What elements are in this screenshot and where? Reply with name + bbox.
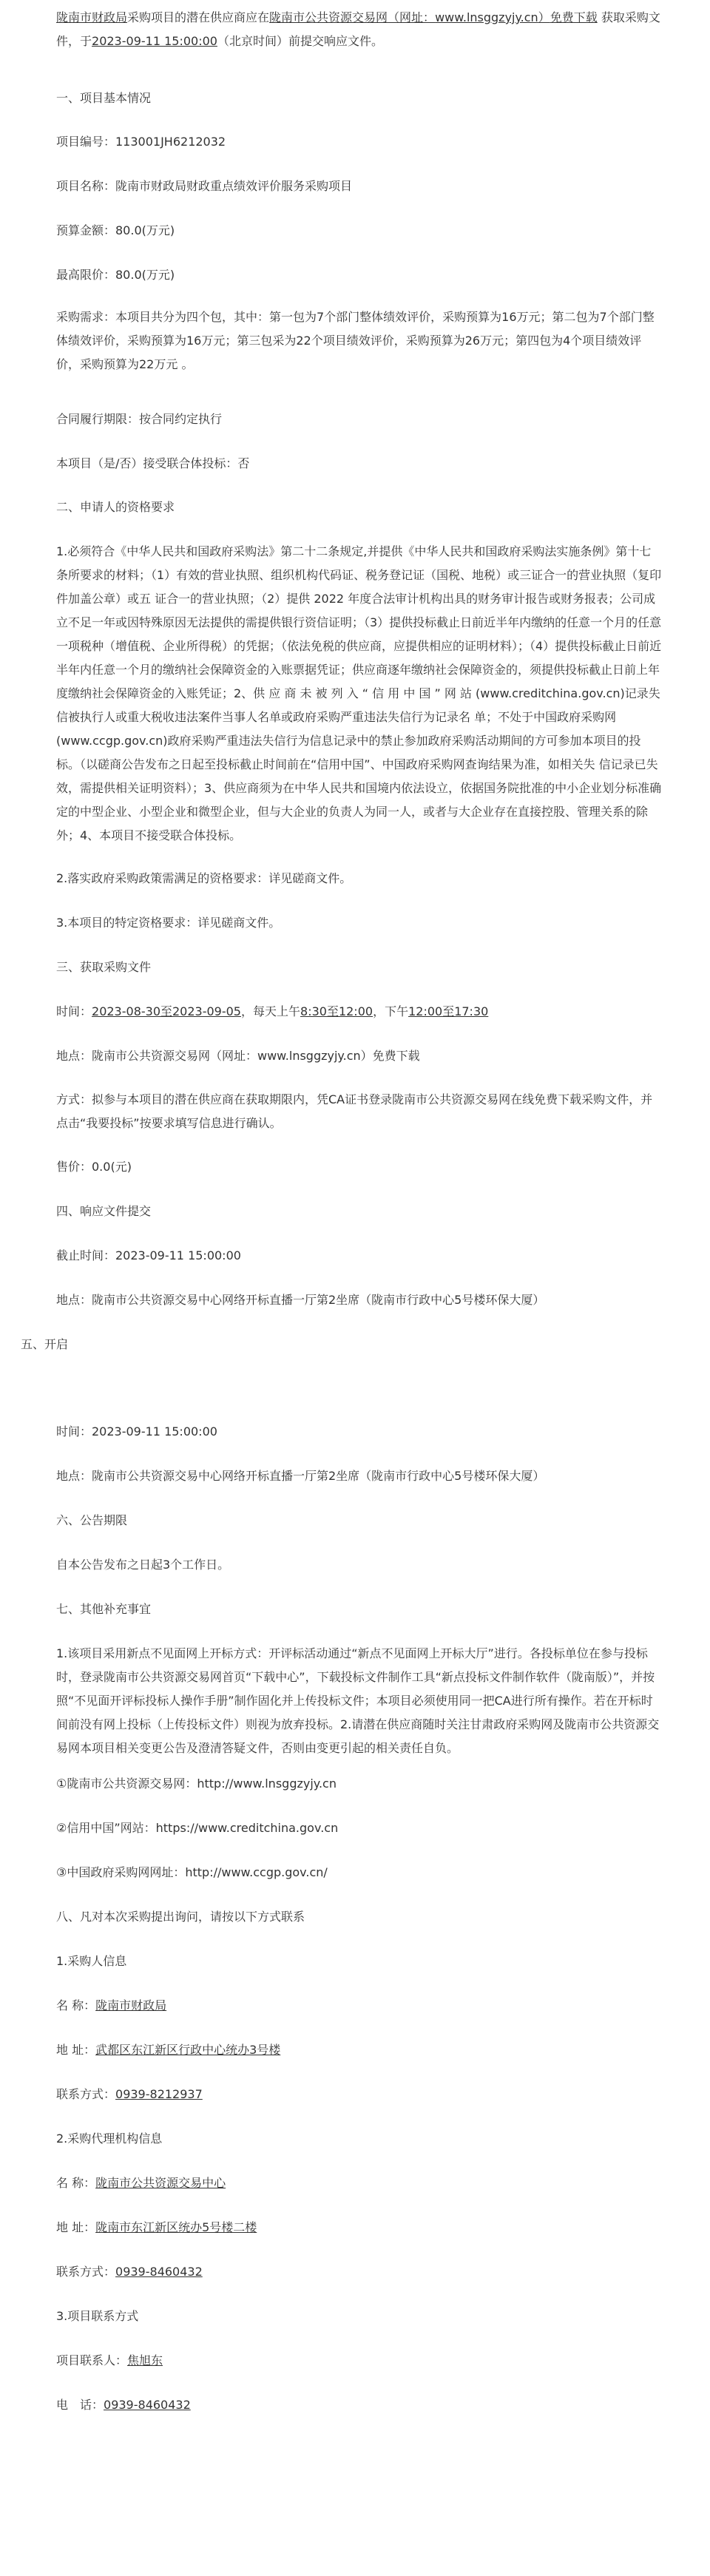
buyer-phone: 0939-8212937	[115, 2087, 203, 2101]
obtain-morning-hours: 8:30至12:00	[300, 1004, 373, 1018]
budget-amount: 预算金额：80.0(万元)	[56, 223, 175, 237]
agency-phone-line: 联系方式：0939-8460432	[56, 2265, 203, 2279]
section-heading-contact: 八、凡对本次采购提出询问，请按以下方式联系	[56, 1910, 305, 1924]
section-heading-submission: 四、响应文件提交	[56, 1204, 152, 1218]
contact-person-line: 项目联系人：焦旭东	[56, 2353, 163, 2367]
section-heading-basic-info: 一、项目基本情况	[56, 91, 152, 105]
contact-person: 焦旭东	[127, 2353, 163, 2367]
notice-period-text: 自本公告发布之日起3个工作日。	[56, 1558, 230, 1572]
platform-name: 陇南市公共资源交易网	[269, 10, 388, 24]
section-heading-opening: 五、开启	[21, 1337, 69, 1351]
free-download: 免费下载	[550, 10, 598, 24]
link-creditchina[interactable]: ②信用中国”网站：https://www.creditchina.gov.cn	[56, 1821, 339, 1835]
submission-location: 地点：陇南市公共资源交易中心网络开标直播一厅第2坐席（陇南市行政中心5号楼环保大厦）	[56, 1293, 545, 1307]
obtain-time: 时间：2023-08-30至2023-09-05，每天上午8:30至12:00，下午12:00至17:30	[56, 1004, 489, 1018]
max-price: 最高限价：80.0(万元)	[56, 268, 175, 282]
qualification-requirement-1: 1.必须符合《中华人民共和国政府采购法》第二十二条规定,并提供《中华人民共和国政府采购法实施条例》第十七条所要求的材料；（1）有效的营业执照、组织机构代码证、税务登记证（国税、地税）或三证合一的营业执照（复印件加盖公章）或五 证合一的营业执照；（2）提供 2022 年度合法审计机构出具的财务审计报告或财务报表；公司成立不足一年或因特殊原因无法提供的需提供银行资信证明；（3）提供投标截止日前近半年内缴纳的任意一个月的任意一项税种（增值税、企业所得税）的凭据；（依法免税的供应商，应提供相应的证明材料）；（4）提供投标截止日前近半年内任意一个月的缴纳社会保障资金的入账票据凭证；供应商逐年缴纳社会保障资金的，须提供投标截止日前上年度缴纳社会保障资金的入账凭证；2、供 应 商 未 被 列 入 “ 信 用 中 国 ” 网 站 (www.creditchina.gov.cn)记录失信被执行人或重大税收违法案件当事人名单或政府采购严重违法失信行为记录名 单；不处于中国政府采购网(www.ccgp.gov.cn)政府采购严重违法失信行为信息记录中的禁止参加政府采购活动期间的方可参加本项目的投标。（以磋商公告发布之日起至投标截止时间前在“信用中国”、中国政府采购网查询结果为准，如相关失 信记录已失效，需提供相关证明资料）；3、供应商须为在中华人民共和国境内依法设立，依据国务院批准的中小企业划分标准确定的中型企业、小型企业和微型企业，但与大企业的负责人为同一人，或者与大企业存在直接控股、管理关系的除外；4、本项目不接受联合体投标。	[56, 544, 662, 842]
intro-paragraph: 陇南市财政局采购项目的潜在供应商应在陇南市公共资源交易网（网址：www.lnsggzyjy.cn）免费下载 获取采购文件，于2023-09-11 15:00:00（北京时间）前提交响应文件。	[56, 10, 660, 48]
opening-location: 地点：陇南市公共资源交易中心网络开标直播一厅第2坐席（陇南市行政中心5号楼环保大厦）	[56, 1469, 545, 1483]
qualification-requirement-2: 2.落实政府采购政策需满足的资格要求：详见磋商文件。	[56, 871, 352, 885]
project-number: 项目编号：113001JH6212032	[56, 135, 226, 149]
obtain-method: 方式：拟参与本项目的潜在供应商在获取期限内，凭CA证书登录陇南市公共资源交易网在线免费下载采购文件，并点击“我要投标”按要求填写信息进行确认。	[56, 1092, 653, 1130]
other-matters-text: 1.该项目采用新点不见面网上开标方式：开评标活动通过“新点不见面网上开标大厅”进行。各投标单位在参与投标时，登录陇南市公共资源交易网首页“下载中心”，下载投标文件制作工具“新点投标文件制作软件（陇南版）”，并按照“不见面开评标投标人操作手册”制作固化并上传投标文件；本项目必须使用同一把CA进行所有操作。若在开标时间前没有网上投标（上传投标文件）则视为放弃投标。2.请潜在供应商随时关注甘肃政府采购网及陇南市公共资源交易网本项目相关变更公告及澄清答疑文件，否则由变更引起的相关责任自负。	[56, 1646, 660, 1755]
submission-deadline: 2023-09-11 15:00:00	[92, 34, 217, 48]
link-ccgp[interactable]: ③中国政府采购网网址：http://www.ccgp.gov.cn/	[56, 1865, 328, 1879]
agency-address: 陇南市东江新区统办5号楼二楼	[95, 2220, 257, 2234]
consortium-acceptance: 本项目（是/否）接受联合体投标：否	[56, 456, 250, 470]
link-lnsggzyjy[interactable]: ①陇南市公共资源交易网：http://www.lnsggzyjy.cn	[56, 1777, 337, 1791]
agency-name: 陇南市财政局	[56, 10, 128, 24]
obtain-date-range: 2023-08-30至2023-09-05	[92, 1004, 241, 1018]
section-heading-notice-period: 六、公告期限	[56, 1513, 128, 1527]
agency-name-line: 名 称：陇南市公共资源交易中心	[56, 2176, 226, 2190]
buyer-phone-line: 联系方式：0939-8212937	[56, 2087, 203, 2101]
website-link[interactable]: www.lnsggzyjy.cn	[435, 10, 538, 24]
project-name: 项目名称：陇南市财政局财政重点绩效评价服务采购项目	[56, 179, 353, 193]
contact-phone-line: 电 话：0939-8460432	[56, 2398, 191, 2412]
obtain-afternoon-hours: 12:00至17:30	[408, 1004, 489, 1018]
obtain-location: 地点：陇南市公共资源交易网（网址：www.lnsggzyjy.cn）免费下载	[56, 1049, 420, 1063]
document-price: 售价：0.0(元)	[56, 1160, 132, 1174]
procurement-requirement: 采购需求：本项目共分为四个包，其中：第一包为7个部门整体绩效评价，采购预算为16万元；第二包为7个部门整体绩效评价，采购预算为16万元；第三包采为22个项目绩效评价，采购预算为26万元；第四包为4个项目绩效评价，采购预算为22万元 。	[56, 310, 655, 371]
agency-phone: 0939-8460432	[115, 2265, 203, 2279]
section-heading-qualification: 二、申请人的资格要求	[56, 500, 175, 514]
agency-address-line: 地 址：陇南市东江新区统办5号楼二楼	[56, 2220, 257, 2234]
buyer-info-heading: 1.采购人信息	[56, 1954, 127, 1968]
buyer-name-line: 名 称：陇南市财政局	[56, 1998, 167, 2012]
submission-deadline-text: 截止时间：2023-09-11 15:00:00	[56, 1248, 241, 1262]
opening-time: 时间：2023-09-11 15:00:00	[56, 1424, 217, 1439]
project-contact-heading: 3.项目联系方式	[56, 2309, 139, 2323]
buyer-address-line: 地 址：武都区东江新区行政中心统办3号楼	[56, 2043, 281, 2057]
buyer-address: 武都区东江新区行政中心统办3号楼	[95, 2043, 281, 2057]
section-heading-other-matters: 七、其他补充事宜	[56, 1602, 152, 1616]
buyer-name: 陇南市财政局	[95, 1998, 167, 2012]
agency-name-value: 陇南市公共资源交易中心	[95, 2176, 226, 2190]
agency-info-heading: 2.采购代理机构信息	[56, 2132, 163, 2146]
qualification-requirement-3: 3.本项目的特定资格要求：详见磋商文件。	[56, 916, 281, 930]
section-heading-obtain-documents: 三、获取采购文件	[56, 960, 152, 974]
contact-phone: 0939-8460432	[104, 2398, 191, 2412]
contract-period: 合同履行期限：按合同约定执行	[56, 412, 223, 426]
